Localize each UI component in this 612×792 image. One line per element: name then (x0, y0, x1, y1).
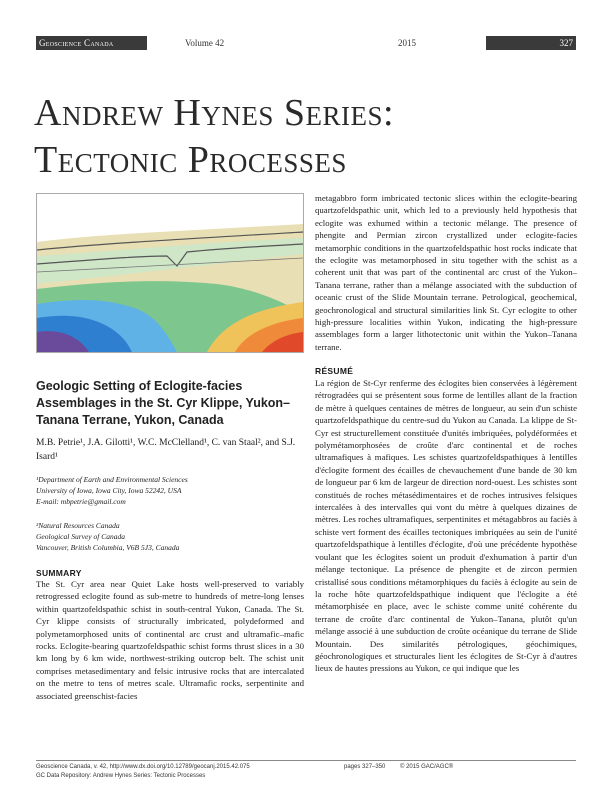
page-number: 327 (486, 36, 576, 50)
author-list: M.B. Petrie¹, J.A. Gilotti¹, W.C. McClelland¹, C. van Staal², and S.J. Isard¹ (36, 438, 296, 462)
footer-repository: GC Data Repository: Andrew Hynes Series: Tectonic Processes (36, 773, 206, 779)
affiliation-2-line2: Geological Survey of Canada (36, 532, 125, 541)
footer-pages: pages 327–350 (344, 764, 386, 770)
series-illustration (36, 193, 304, 353)
resume-heading: RÉSUMÉ (315, 366, 354, 376)
affiliation-2-line3: Vancouver, British Columbia, V6B 5J3, Canada (36, 543, 180, 552)
journal-name: Geoscience Canada (36, 36, 147, 50)
series-title-line1: Andrew Hynes Series: (34, 92, 395, 134)
summary-heading: SUMMARY (36, 568, 82, 578)
series-title (34, 90, 594, 184)
affiliation-2-line1: ²Natural Resources Canada (36, 521, 120, 530)
resume-text: La région de St-Cyr renferme des éclogites bien conservées à légèrement rétrogradées qui se présentent sous forme de lentilles allant de la fraction de mètre à quelques centaines de mètres de longueur, au sein d'un schiste quartzofeldspathique du centre-sud du Yukon au Canada. La klippe de St-Cyr est structurellement constituée d'unités imbriquées, polydéformées et polymétamorphosées de croûte d'arc continental et de roches ultramafiques à mafiques. Les schistes quartzofeldspathiques à lentilles d'éclogite forment des écailles de chevauchement d'une bande de 30 km de longueur par 6 km de largeur de direction nord-ouest. Les schistes sont constitués de roches métasédimentaires et de roches intrusives felsiques intercalées à des intervalles qui vont du mètre à quelques dizaines de mètres. Les roches ultramafiques, serpentinites et métagabbros au faciès à schiste vert forment des écailles tectoniques imbriquées au sein de l'unité quartzofeldspathique à lentilles d'éclogite, d'où une précédente hypothèse voulant que les éclogites soient un produit d'exhumation à partir d'un mélange tectonique. La présence de phengite et de zircon permien cristallisé sous conditions métamorphiques du faciès à éclogite au sein de la roche hôte quartzofeldspathique indiquent que l'éclogite a été métamorphisée en place, avec le schiste comme unité cohérente du terrane de croûte d'arc continental de Yukon–Tanana, plutôt qu'un mélange associé à une subduction de croûte océanique du terrane de Slide Mountain. Des similarités pétrologiques, géochimiques, géochronologiques et structurales lient les éclogites de St-Cyr à d'autres lieux de hautes pressions au Yukon, ce qui indique que les (315, 378, 577, 674)
affiliation-1-line1: ¹Department of Earth and Environmental Sciences (36, 475, 188, 484)
volume-label: Volume 42 (185, 38, 225, 48)
affiliation-1-email[interactable]: E-mail: mbpetrie@gmail.com (36, 497, 126, 506)
affiliation-2 (36, 520, 304, 553)
footer-divider (36, 760, 576, 761)
article-title: Geologic Setting of Eclogite-facies Assemblages in the St. Cyr Klippe, Yukon–Tanana Terrane, Yukon, Canada (36, 379, 291, 427)
tectonic-cross-section-graphic (37, 194, 303, 352)
footer-citation[interactable]: Geoscience Canada, v. 42, http://www.dx.doi.org/10.12789/geocanj.2015.42.075 (36, 764, 250, 770)
footer-copyright: © 2015 GAC/AGC® (400, 764, 454, 770)
affiliation-1-line2: University of Iowa, Iowa City, Iowa 52242, USA (36, 486, 182, 495)
summary-continued-text: metagabbro form imbricated tectonic slices within the eclogite-bearing quartzofeldspathic unit, which led to a previously held hypothesis that eclogite was exhumed within a tectonic mélange. The presence of phengite and Permian zircon crystallized under eclogite-facies metamorphic conditions in the quartzofeldspathic host rocks indicate that the eclogite was metamorphosed in situ together with the schist as a coherent unit that was part of the continental arc crust of the Yukon–Tanana terrane, rather than a mélange associated with the subduction of oceanic crust of the Slide Mountain terrane. Petrological, geochemical, geochronological and structural similarities link St. Cyr eclogite to other high-pressure localities within Yukon, indicating the high-pressure assemblages form a larger lithotectonic unit within the Yukon–Tanana terrane. (315, 193, 577, 352)
year-label: 2015 (398, 38, 416, 48)
affiliation-1 (36, 474, 304, 507)
summary-text: The St. Cyr area near Quiet Lake hosts well-preserved to variably retrogressed eclogite found as sub-metre to hundreds of metre-long lenses within quartzofeldspathic schist in south-central Yukon, Canada. The St. Cyr klippe consists of structurally imbricated, polydeformed and polymetamorphosed units of continental arc crust and ultramafic–mafic rocks. Eclogite-bearing quartzofeldspathic schist forms thrust slices in a 30 km long by 6 km wide, northwest-striking outcrop belt. The schist unit comprises metasedimentary and felsic intrusive rocks that are intercalated on the metre to tens of metres scale. Ultramafic rocks, serpentinite and associated greenschist-facies (36, 579, 304, 701)
series-title-line2: Tectonic Processes (34, 139, 347, 181)
